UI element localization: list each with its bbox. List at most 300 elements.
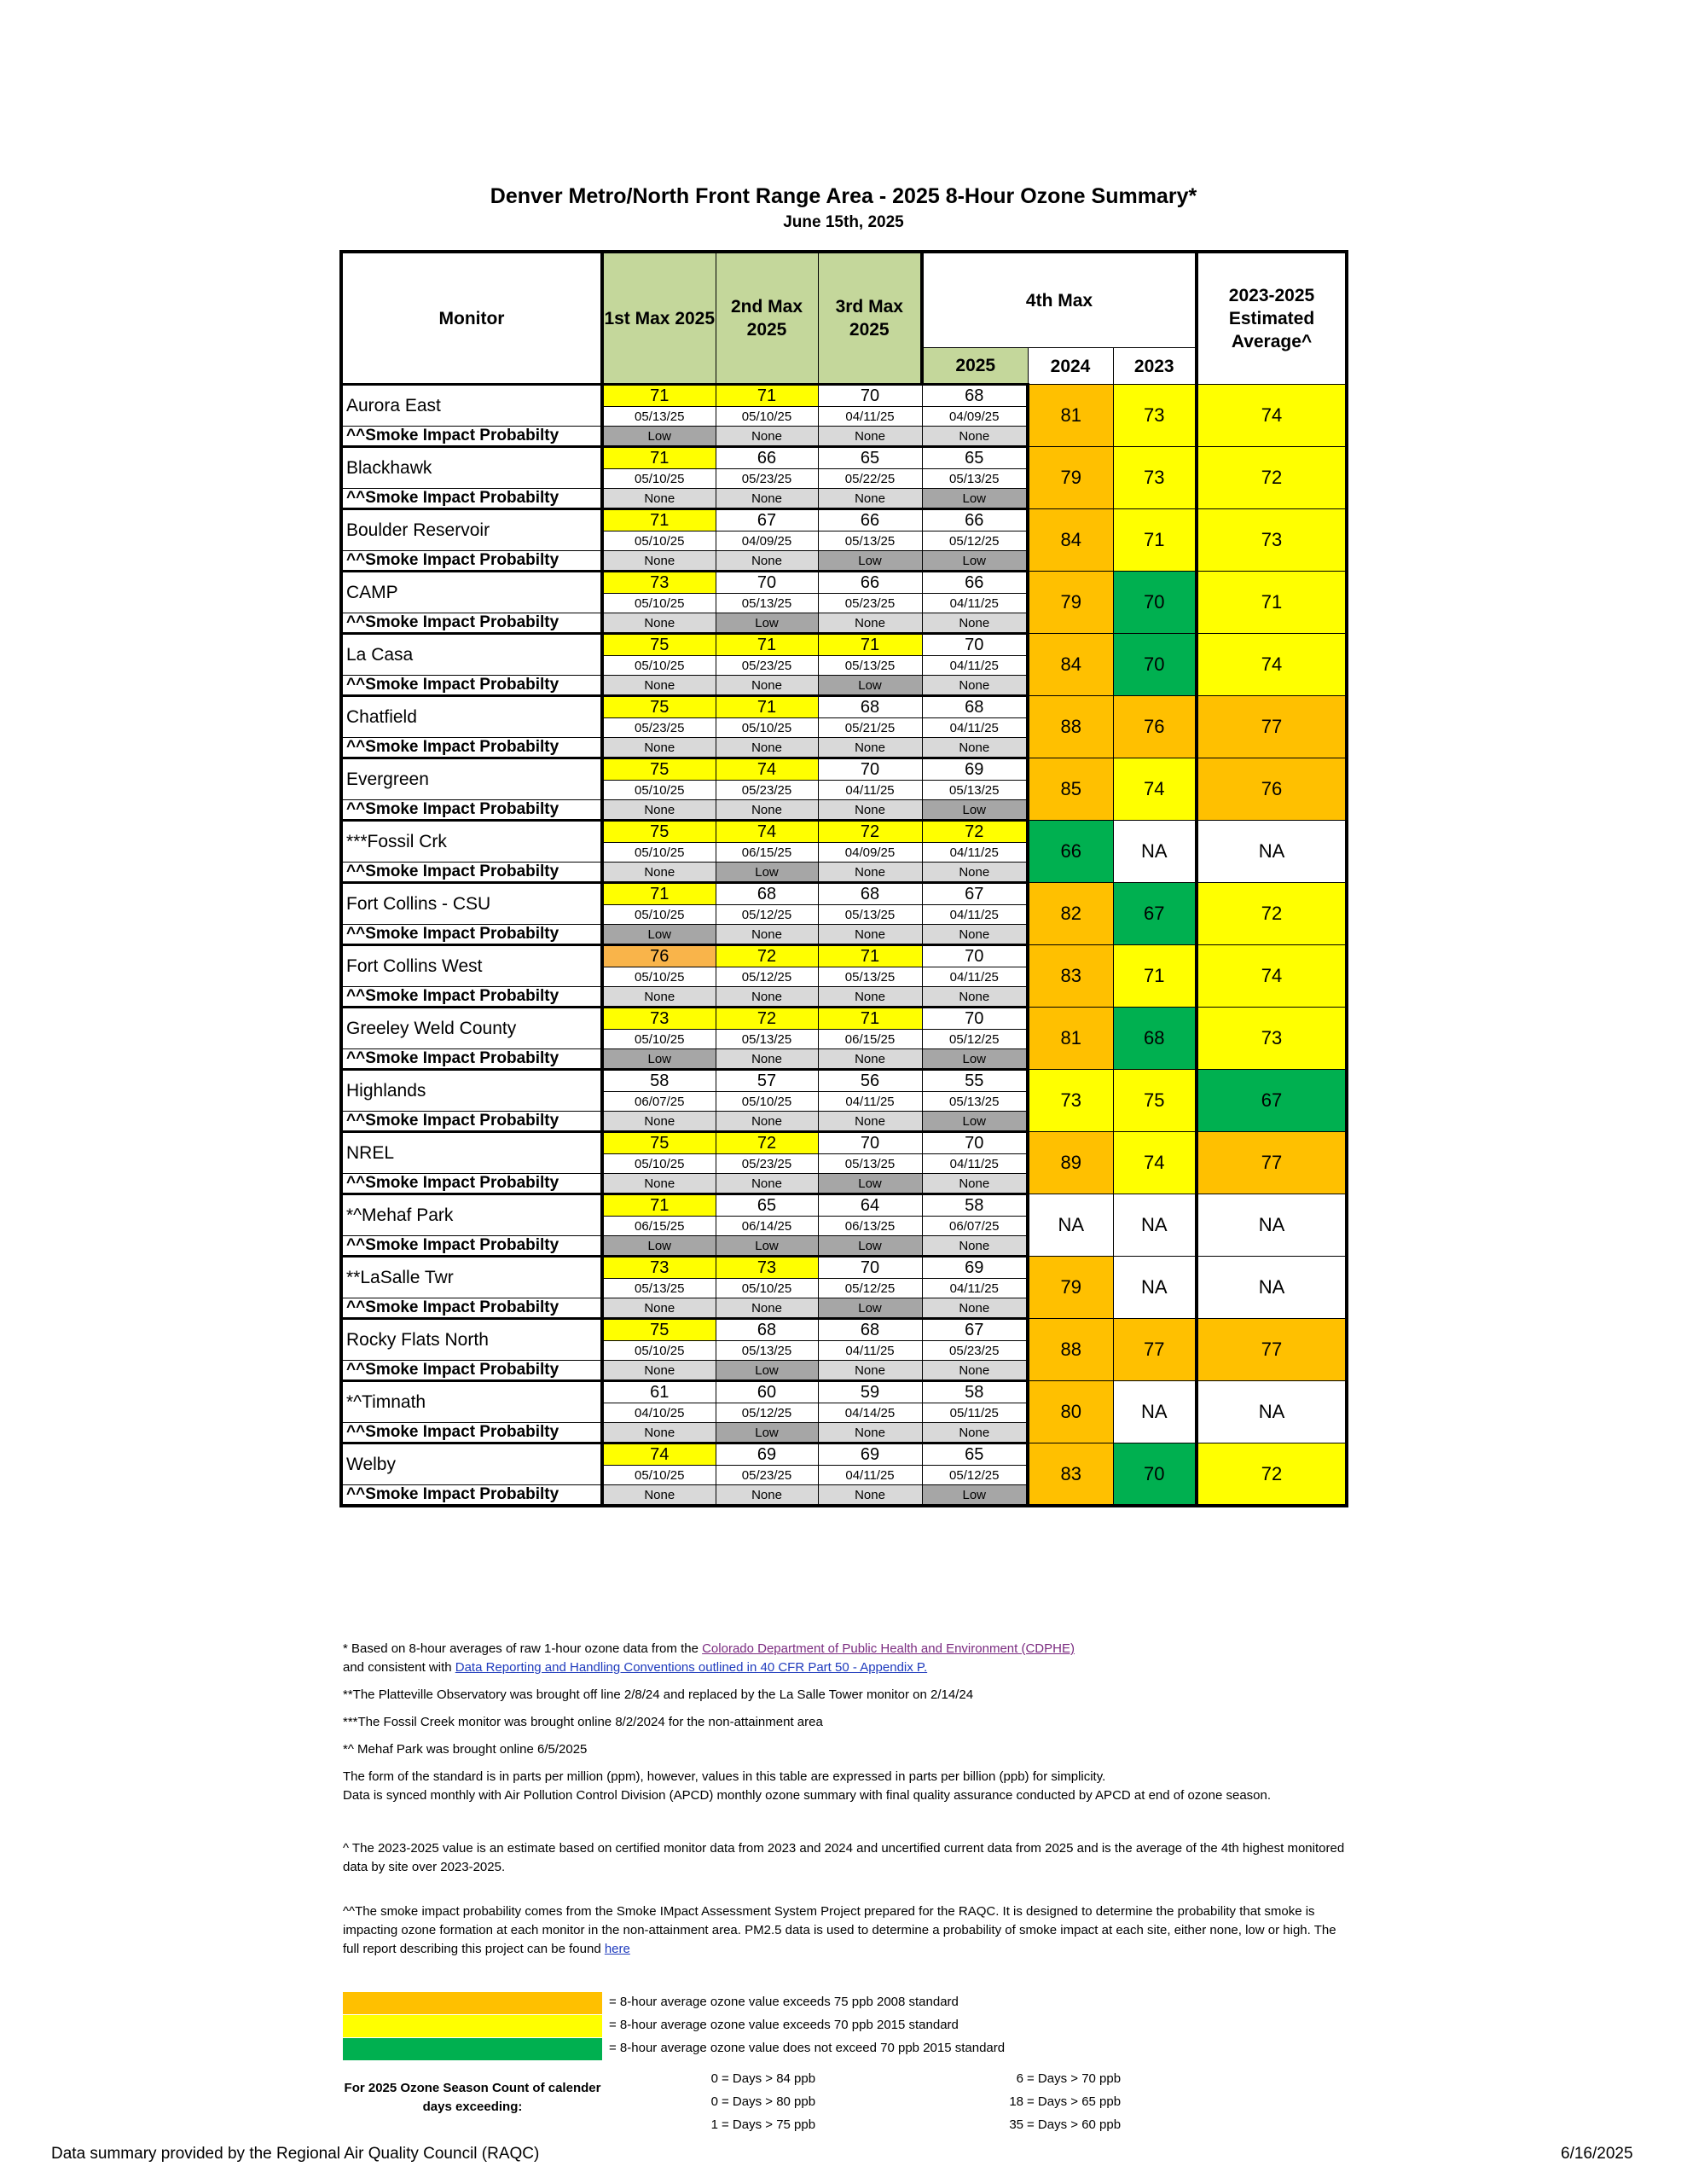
smoke-value: Low bbox=[922, 1112, 1028, 1132]
smoke-value: Low bbox=[922, 551, 1028, 572]
monitor-name: Welby bbox=[341, 1443, 602, 1485]
smoke-value: None bbox=[922, 1423, 1028, 1443]
smoke-value: None bbox=[602, 489, 716, 509]
max-date: 05/12/25 bbox=[716, 1403, 818, 1423]
table-row bbox=[341, 1132, 1347, 1154]
estimated-average: 77 bbox=[1197, 1132, 1347, 1194]
estimated-average: 74 bbox=[1197, 634, 1347, 696]
max-value: 72 bbox=[716, 1008, 818, 1030]
max-value: 71 bbox=[818, 634, 922, 656]
page-title: Denver Metro/North Front Range Area - 2025 8-Hour Ozone Summary* bbox=[490, 184, 1197, 208]
max-value: 61 bbox=[602, 1381, 716, 1403]
max-date: 05/23/25 bbox=[602, 718, 716, 738]
value-2023: NA bbox=[1113, 1257, 1197, 1319]
value-2023: 70 bbox=[1113, 634, 1197, 696]
max-value: 65 bbox=[922, 447, 1028, 469]
max-date: 05/13/25 bbox=[602, 407, 716, 427]
max-value: 66 bbox=[818, 572, 922, 594]
header-monitor: Monitor bbox=[341, 252, 602, 385]
monitor-name: *^Timnath bbox=[341, 1381, 602, 1423]
max-date: 04/14/25 bbox=[818, 1403, 922, 1423]
count-84: 0 = Days > 84 ppb bbox=[710, 2071, 816, 2086]
smoke-value: None bbox=[922, 1174, 1028, 1194]
smoke-value: None bbox=[602, 738, 716, 758]
max-date: 05/13/25 bbox=[818, 531, 922, 551]
max-value: 58 bbox=[602, 1070, 716, 1092]
smoke-value: None bbox=[818, 863, 922, 883]
max-value: 76 bbox=[602, 945, 716, 967]
smoke-value: Low bbox=[716, 1361, 818, 1381]
smoke-value: None bbox=[922, 427, 1028, 447]
smoke-value: Low bbox=[922, 1485, 1028, 1507]
header-year-2024: 2024 bbox=[1028, 348, 1113, 385]
max-date: 04/11/25 bbox=[922, 905, 1028, 925]
max-date: 05/10/25 bbox=[602, 781, 716, 800]
estimated-average: 77 bbox=[1197, 696, 1347, 758]
max-value: 70 bbox=[922, 945, 1028, 967]
value-2024: 79 bbox=[1028, 1257, 1113, 1319]
smoke-value: None bbox=[716, 738, 818, 758]
max-value: 68 bbox=[818, 883, 922, 905]
smoke-value: None bbox=[922, 1236, 1028, 1257]
max-date: 06/07/25 bbox=[922, 1217, 1028, 1236]
max-value: 60 bbox=[716, 1381, 818, 1403]
max-value: 71 bbox=[716, 634, 818, 656]
smoke-value: Low bbox=[602, 1049, 716, 1070]
value-2024: 79 bbox=[1028, 447, 1113, 509]
value-2023: 67 bbox=[1113, 883, 1197, 945]
table-row bbox=[341, 1008, 1347, 1030]
smoke-value: Low bbox=[818, 1174, 922, 1194]
max-date: 05/13/25 bbox=[922, 469, 1028, 489]
smoke-value: None bbox=[602, 676, 716, 696]
value-2023: NA bbox=[1113, 821, 1197, 883]
page-subtitle: June 15th, 2025 bbox=[783, 213, 904, 231]
max-value: 71 bbox=[818, 945, 922, 967]
value-2024: 84 bbox=[1028, 634, 1113, 696]
max-date: 05/13/25 bbox=[716, 594, 818, 613]
smoke-label: ^^Smoke Impact Probabilty bbox=[341, 738, 602, 758]
ozone-summary-table bbox=[339, 250, 1348, 1507]
estimated-average: 73 bbox=[1197, 1008, 1347, 1070]
max-date: 04/10/25 bbox=[602, 1403, 716, 1423]
max-date: 05/23/25 bbox=[716, 656, 818, 676]
smoke-value: Low bbox=[818, 1236, 922, 1257]
value-2023: 71 bbox=[1113, 945, 1197, 1008]
smoke-label: ^^Smoke Impact Probabilty bbox=[341, 489, 602, 509]
max-date: 06/07/25 bbox=[602, 1092, 716, 1112]
smoke-value: Low bbox=[818, 676, 922, 696]
max-date: 06/15/25 bbox=[716, 843, 818, 863]
estimated-average: 72 bbox=[1197, 447, 1347, 509]
smoke-value: None bbox=[602, 1423, 716, 1443]
max-value: 72 bbox=[922, 821, 1028, 843]
smoke-value: Low bbox=[716, 613, 818, 634]
smoke-value: Low bbox=[716, 1423, 818, 1443]
smoke-value: None bbox=[716, 800, 818, 821]
table-row bbox=[341, 509, 1347, 531]
value-2024: 81 bbox=[1028, 385, 1113, 447]
smoke-value: None bbox=[602, 1174, 716, 1194]
smoke-value: None bbox=[716, 1298, 818, 1319]
smoke-value: None bbox=[818, 489, 922, 509]
max-date: 06/14/25 bbox=[716, 1217, 818, 1236]
footnotes bbox=[343, 1640, 1349, 1959]
table-row bbox=[341, 447, 1347, 469]
max-value: 73 bbox=[602, 572, 716, 594]
smoke-value: None bbox=[716, 427, 818, 447]
smoke-value: None bbox=[922, 613, 1028, 634]
max-value: 75 bbox=[602, 758, 716, 781]
max-date: 05/23/25 bbox=[716, 1466, 818, 1485]
smoke-label: ^^Smoke Impact Probabilty bbox=[341, 1112, 602, 1132]
max-value: 69 bbox=[922, 1257, 1028, 1279]
max-date: 05/10/25 bbox=[716, 1092, 818, 1112]
max-value: 58 bbox=[922, 1381, 1028, 1403]
monitor-name: Greeley Weld County bbox=[341, 1008, 602, 1049]
max-value: 64 bbox=[818, 1194, 922, 1217]
note-ppm: The form of the standard is in parts per million (ppm), however, values in this table are expressed in parts per billion (ppb) for simplicity. bbox=[343, 1769, 1106, 1784]
max-value: 65 bbox=[716, 1194, 818, 1217]
estimated-average: 72 bbox=[1197, 1443, 1347, 1507]
max-date: 05/13/25 bbox=[818, 967, 922, 987]
value-2024: 85 bbox=[1028, 758, 1113, 821]
max-date: 05/12/25 bbox=[922, 1030, 1028, 1049]
smoke-value: None bbox=[922, 1361, 1028, 1381]
monitor-name: Rocky Flats North bbox=[341, 1319, 602, 1361]
smoke-value: Low bbox=[922, 489, 1028, 509]
max-date: 05/13/25 bbox=[818, 656, 922, 676]
max-value: 71 bbox=[818, 1008, 922, 1030]
max-value: 69 bbox=[922, 758, 1028, 781]
smoke-value: None bbox=[716, 1049, 818, 1070]
smoke-value: None bbox=[602, 551, 716, 572]
max-date: 05/10/25 bbox=[716, 718, 818, 738]
smoke-value: None bbox=[818, 1049, 922, 1070]
value-2023: 76 bbox=[1113, 696, 1197, 758]
max-date: 04/11/25 bbox=[922, 594, 1028, 613]
header-3rd-max: 3rd Max 2025 bbox=[818, 252, 922, 385]
table-row bbox=[341, 1070, 1347, 1092]
legend-swatch bbox=[343, 2038, 602, 2060]
smoke-value: None bbox=[602, 1485, 716, 1507]
count-80: 0 = Days > 80 ppb bbox=[710, 2094, 816, 2109]
max-date: 04/11/25 bbox=[922, 967, 1028, 987]
max-date: 05/13/25 bbox=[716, 1030, 818, 1049]
max-date: 04/09/25 bbox=[922, 407, 1028, 427]
max-value: 72 bbox=[716, 1132, 818, 1154]
header-estimated-average: 2023-2025 Estimated Average^ bbox=[1197, 252, 1347, 385]
note-source: * Based on 8-hour averages of raw 1-hour ozone data from the Colorado Department of Public Health and Environment (CDPHE) bbox=[343, 1641, 1075, 1656]
max-value: 71 bbox=[716, 385, 818, 407]
max-date: 05/13/25 bbox=[818, 1154, 922, 1174]
smoke-value: Low bbox=[716, 863, 818, 883]
smoke-value: None bbox=[922, 925, 1028, 945]
max-value: 69 bbox=[716, 1443, 818, 1466]
monitor-name: Aurora East bbox=[341, 385, 602, 427]
monitor-name: Fort Collins - CSU bbox=[341, 883, 602, 925]
max-date: 05/12/25 bbox=[716, 967, 818, 987]
smoke-label: ^^Smoke Impact Probabilty bbox=[341, 613, 602, 634]
smoke-value: None bbox=[818, 925, 922, 945]
smoke-label: ^^Smoke Impact Probabilty bbox=[341, 676, 602, 696]
table-row bbox=[341, 945, 1347, 967]
max-value: 74 bbox=[716, 758, 818, 781]
max-value: 71 bbox=[602, 447, 716, 469]
cfr-link[interactable]: Data Reporting and Handling Conventions outlined in 40 CFR Part 50 - Appendix P. bbox=[455, 1660, 928, 1675]
max-value: 70 bbox=[922, 1132, 1028, 1154]
smoke-value: None bbox=[602, 1112, 716, 1132]
max-value: 68 bbox=[922, 385, 1028, 407]
table-row bbox=[341, 883, 1347, 905]
smoke-value: None bbox=[818, 1361, 922, 1381]
smoke-value: None bbox=[922, 1298, 1028, 1319]
smoke-value: None bbox=[818, 987, 922, 1008]
table-row bbox=[341, 821, 1347, 843]
max-date: 04/11/25 bbox=[922, 718, 1028, 738]
max-date: 04/11/25 bbox=[922, 656, 1028, 676]
max-date: 05/10/25 bbox=[602, 469, 716, 489]
max-date: 05/23/25 bbox=[716, 1154, 818, 1174]
max-value: 67 bbox=[922, 883, 1028, 905]
note-smoke: ^^The smoke impact probability comes from the Smoke IMpact Assessment System Project prepared for the RAQC. It is designed to determine the probability that smoke is impacting ozone formation at each monitor in the non-attainment area. PM2.5 data is used to determine a probability of smoke impact at each site, either none, low or high. The full report describing this project can be found here bbox=[343, 1904, 1336, 1956]
smoke-value: None bbox=[922, 987, 1028, 1008]
max-date: 05/10/25 bbox=[602, 1341, 716, 1361]
max-date: 05/10/25 bbox=[602, 1030, 716, 1049]
value-2023: 73 bbox=[1113, 447, 1197, 509]
max-date: 05/10/25 bbox=[716, 407, 818, 427]
smoke-value: None bbox=[716, 551, 818, 572]
table-row bbox=[341, 1194, 1347, 1217]
cdphe-link[interactable]: Colorado Department of Public Health and Environment (CDPHE) bbox=[702, 1641, 1075, 1656]
header-1st-max: 1st Max 2025 bbox=[602, 252, 716, 385]
smoke-value: None bbox=[716, 1485, 818, 1507]
value-2023: 71 bbox=[1113, 509, 1197, 572]
max-value: 71 bbox=[602, 883, 716, 905]
max-value: 75 bbox=[602, 1319, 716, 1341]
max-date: 05/10/25 bbox=[602, 967, 716, 987]
max-value: 74 bbox=[602, 1443, 716, 1466]
max-date: 05/13/25 bbox=[922, 1092, 1028, 1112]
smoke-value: Low bbox=[922, 1049, 1028, 1070]
smoke-label: ^^Smoke Impact Probabilty bbox=[341, 1298, 602, 1319]
estimated-average: NA bbox=[1197, 1381, 1347, 1443]
smoke-label: ^^Smoke Impact Probabilty bbox=[341, 1236, 602, 1257]
max-value: 68 bbox=[818, 1319, 922, 1341]
smoke-label: ^^Smoke Impact Probabilty bbox=[341, 1485, 602, 1507]
smoke-label: ^^Smoke Impact Probabilty bbox=[341, 427, 602, 447]
table-row bbox=[341, 572, 1347, 594]
smoke-value: None bbox=[716, 987, 818, 1008]
value-2023: 74 bbox=[1113, 1132, 1197, 1194]
smoke-value: Low bbox=[716, 1236, 818, 1257]
monitor-name: Fort Collins West bbox=[341, 945, 602, 987]
max-date: 05/11/25 bbox=[922, 1403, 1028, 1423]
table-row bbox=[341, 1443, 1347, 1466]
smoke-value: Low bbox=[818, 551, 922, 572]
estimated-average: NA bbox=[1197, 1194, 1347, 1257]
max-date: 05/23/25 bbox=[716, 469, 818, 489]
smoke-value: None bbox=[922, 863, 1028, 883]
max-date: 05/12/25 bbox=[818, 1279, 922, 1298]
max-value: 70 bbox=[818, 758, 922, 781]
smoke-value: None bbox=[716, 925, 818, 945]
max-value: 68 bbox=[716, 883, 818, 905]
count-70: 6 = Days > 70 ppb bbox=[1016, 2071, 1122, 2086]
max-value: 71 bbox=[602, 385, 716, 407]
smoke-value: None bbox=[922, 676, 1028, 696]
max-value: 68 bbox=[818, 696, 922, 718]
smoke-value: Low bbox=[602, 925, 716, 945]
value-2023: 75 bbox=[1113, 1070, 1197, 1132]
estimated-average: 73 bbox=[1197, 509, 1347, 572]
max-date: 06/15/25 bbox=[818, 1030, 922, 1049]
max-date: 04/11/25 bbox=[818, 1092, 922, 1112]
max-value: 70 bbox=[818, 1132, 922, 1154]
max-value: 72 bbox=[818, 821, 922, 843]
note-conventions: and consistent with Data Reporting and Handling Conventions outlined in 40 CFR Part 50 - Appendix P. bbox=[343, 1660, 928, 1675]
value-2023: NA bbox=[1113, 1381, 1197, 1443]
value-2024: 89 bbox=[1028, 1132, 1113, 1194]
max-date: 05/10/25 bbox=[716, 1279, 818, 1298]
max-date: 05/23/25 bbox=[716, 781, 818, 800]
table-row bbox=[341, 1319, 1347, 1341]
note-sync: Data is synced monthly with Air Pollution Control Division (APCD) monthly ozone summary with final quality assurance conducted by APCD at end of ozone season. bbox=[343, 1788, 1272, 1803]
max-date: 05/22/25 bbox=[818, 469, 922, 489]
smoke-value: None bbox=[716, 676, 818, 696]
max-date: 06/13/25 bbox=[818, 1217, 922, 1236]
smoke-value: None bbox=[818, 738, 922, 758]
max-date: 04/11/25 bbox=[818, 1466, 922, 1485]
smoke-label: ^^Smoke Impact Probabilty bbox=[341, 1174, 602, 1194]
table-row bbox=[341, 696, 1347, 718]
max-date: 04/09/25 bbox=[818, 843, 922, 863]
header-year-2025: 2025 bbox=[922, 348, 1028, 385]
max-value: 69 bbox=[818, 1443, 922, 1466]
monitor-name: Chatfield bbox=[341, 696, 602, 738]
max-value: 71 bbox=[716, 696, 818, 718]
note-fossil-creek: ***The Fossil Creek monitor was brought online 8/2/2024 for the non-attainment area bbox=[343, 1715, 823, 1729]
smoke-label: ^^Smoke Impact Probabilty bbox=[341, 1361, 602, 1381]
count-65: 18 = Days > 65 ppb bbox=[1009, 2094, 1122, 2109]
estimated-average: 74 bbox=[1197, 945, 1347, 1008]
max-date: 05/21/25 bbox=[818, 718, 922, 738]
max-value: 72 bbox=[716, 945, 818, 967]
value-2024: 66 bbox=[1028, 821, 1113, 883]
value-2024: NA bbox=[1028, 1194, 1113, 1257]
max-date: 05/23/25 bbox=[818, 594, 922, 613]
max-date: 05/10/25 bbox=[602, 1466, 716, 1485]
smoke-value: None bbox=[716, 1174, 818, 1194]
smoke-value: Low bbox=[602, 1236, 716, 1257]
header-4th-max: 4th Max bbox=[922, 252, 1197, 348]
max-date: 04/11/25 bbox=[818, 1341, 922, 1361]
smoke-label: ^^Smoke Impact Probabilty bbox=[341, 1049, 602, 1070]
smoke-value: None bbox=[602, 1298, 716, 1319]
smoke-value: None bbox=[818, 613, 922, 634]
max-value: 66 bbox=[922, 509, 1028, 531]
value-2024: 84 bbox=[1028, 509, 1113, 572]
max-value: 67 bbox=[922, 1319, 1028, 1341]
max-value: 66 bbox=[922, 572, 1028, 594]
table-row bbox=[341, 634, 1347, 656]
max-date: 04/11/25 bbox=[818, 781, 922, 800]
max-value: 75 bbox=[602, 821, 716, 843]
smoke-value: None bbox=[602, 863, 716, 883]
max-value: 65 bbox=[922, 1443, 1028, 1466]
max-date: 06/15/25 bbox=[602, 1217, 716, 1236]
max-value: 68 bbox=[716, 1319, 818, 1341]
max-value: 70 bbox=[716, 572, 818, 594]
max-date: 05/13/25 bbox=[922, 781, 1028, 800]
max-value: 59 bbox=[818, 1381, 922, 1403]
max-date: 04/11/25 bbox=[922, 843, 1028, 863]
max-date: 05/23/25 bbox=[922, 1341, 1028, 1361]
monitor-name: Boulder Reservoir bbox=[341, 509, 602, 551]
max-date: 04/09/25 bbox=[716, 531, 818, 551]
footer-credit: Data summary provided by the Regional Air Quality Council (RAQC) bbox=[51, 2145, 540, 2163]
monitor-name: Evergreen bbox=[341, 758, 602, 800]
estimated-average: NA bbox=[1197, 1257, 1347, 1319]
monitor-name: **LaSalle Twr bbox=[341, 1257, 602, 1298]
smoke-value: None bbox=[818, 800, 922, 821]
here-link[interactable]: here bbox=[604, 1942, 630, 1956]
max-value: 71 bbox=[602, 1194, 716, 1217]
footer-date: 6/16/2025 bbox=[1561, 2145, 1633, 2163]
max-value: 71 bbox=[602, 509, 716, 531]
estimated-average: 74 bbox=[1197, 385, 1347, 447]
smoke-value: Low bbox=[818, 1298, 922, 1319]
count-60: 35 = Days > 60 ppb bbox=[1009, 2117, 1122, 2132]
smoke-label: ^^Smoke Impact Probabilty bbox=[341, 863, 602, 883]
max-date: 05/13/25 bbox=[602, 1279, 716, 1298]
max-value: 75 bbox=[602, 696, 716, 718]
header-year-2023: 2023 bbox=[1113, 348, 1197, 385]
max-value: 74 bbox=[716, 821, 818, 843]
monitor-name: NREL bbox=[341, 1132, 602, 1174]
smoke-value: None bbox=[716, 489, 818, 509]
value-2023: 70 bbox=[1113, 572, 1197, 634]
smoke-value: Low bbox=[602, 427, 716, 447]
max-date: 05/10/25 bbox=[602, 843, 716, 863]
max-value: 75 bbox=[602, 1132, 716, 1154]
max-date: 05/10/25 bbox=[602, 531, 716, 551]
table-row bbox=[341, 385, 1347, 407]
legend-swatch bbox=[343, 2015, 602, 2037]
estimated-average: 72 bbox=[1197, 883, 1347, 945]
note-mehaf-park: *^ Mehaf Park was brought online 6/5/2025 bbox=[343, 1742, 588, 1757]
table-row bbox=[341, 1257, 1347, 1279]
estimated-average: 71 bbox=[1197, 572, 1347, 634]
max-value: 58 bbox=[922, 1194, 1028, 1217]
estimated-average: 76 bbox=[1197, 758, 1347, 821]
smoke-value: Low bbox=[922, 800, 1028, 821]
max-date: 04/11/25 bbox=[818, 407, 922, 427]
monitor-name: La Casa bbox=[341, 634, 602, 676]
monitor-name: Blackhawk bbox=[341, 447, 602, 489]
smoke-value: None bbox=[818, 1485, 922, 1507]
smoke-label: ^^Smoke Impact Probabilty bbox=[341, 987, 602, 1008]
max-date: 05/10/25 bbox=[602, 905, 716, 925]
smoke-value: None bbox=[602, 1361, 716, 1381]
max-date: 05/10/25 bbox=[602, 656, 716, 676]
estimated-average: NA bbox=[1197, 821, 1347, 883]
smoke-label: ^^Smoke Impact Probabilty bbox=[341, 925, 602, 945]
value-2024: 80 bbox=[1028, 1381, 1113, 1443]
max-date: 04/11/25 bbox=[922, 1279, 1028, 1298]
value-2023: 74 bbox=[1113, 758, 1197, 821]
max-value: 73 bbox=[602, 1008, 716, 1030]
